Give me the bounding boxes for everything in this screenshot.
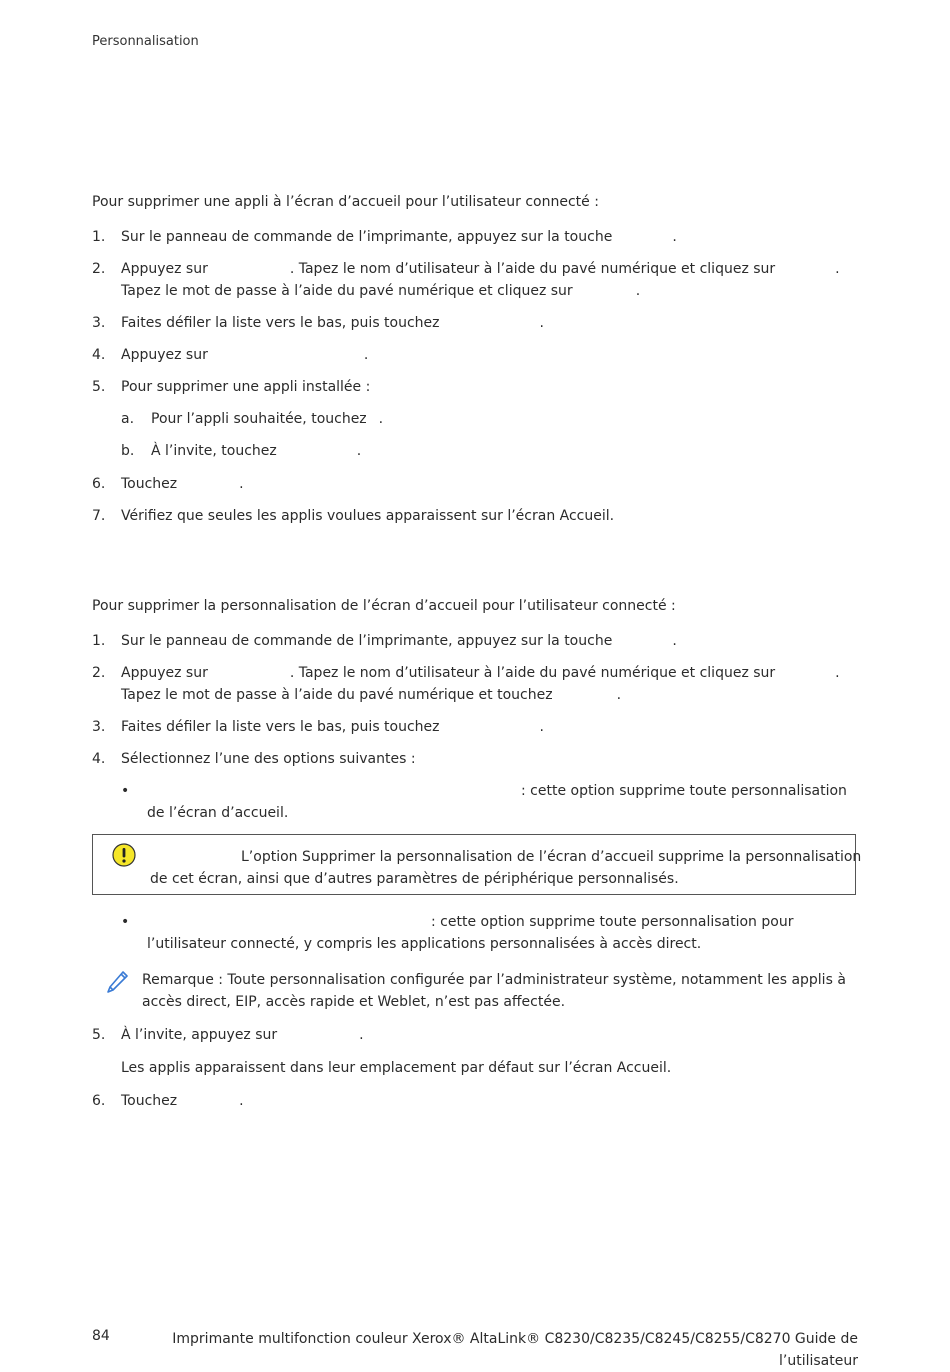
- s1-step5-num: 5.: [92, 379, 106, 395]
- note-line1: Remarque : Toute personnalisation configurée par l’administrateur système, notamment les applis à: [142, 972, 846, 988]
- s1-step3-num: 3.: [92, 315, 106, 331]
- s2-step3-text: Faites défiler la liste vers le bas, puis touchez .: [121, 719, 544, 735]
- section1-intro: Pour supprimer une appli à l’écran d’accueil pour l’utilisateur connecté :: [92, 194, 599, 210]
- s1-substep-b-letter: b.: [121, 443, 135, 459]
- s2-step2-num: 2.: [92, 665, 106, 681]
- footer-title: Imprimante multifonction couleur Xerox® AltaLink® C8230/C8235/C8245/C8255/C8270 Guide de l’utilisateur: [172, 1331, 858, 1369]
- s1-step1-text: Sur le panneau de commande de l’imprimante, appuyez sur la touche .: [121, 229, 677, 245]
- section2-intro: Pour supprimer la personnalisation de l’écran d’accueil pour l’utilisateur connecté :: [92, 598, 676, 614]
- s2-step1-text: Sur le panneau de commande de l’imprimante, appuyez sur la touche .: [121, 633, 677, 649]
- s1-substep-b-text: À l’invite, touchez .: [151, 443, 362, 459]
- caution-line2: de cet écran, ainsi que d’autres paramètres de périphérique personnalisés.: [150, 871, 679, 887]
- s2-bullet1-line1: : cette option supprime toute personnalisation: [521, 783, 847, 799]
- s2-step5-num: 5.: [92, 1027, 106, 1043]
- s1-step4-num: 4.: [92, 347, 106, 363]
- s1-step1-num: 1.: [92, 229, 106, 245]
- s1-substep-a-text: Pour l’appli souhaitée, touchez .: [151, 411, 384, 427]
- s2-step5-text: À l’invite, appuyez sur .: [121, 1027, 364, 1043]
- s2-step6-num: 6.: [92, 1093, 106, 1109]
- s1-step2-text: Appuyez sur . Tapez le nom d’utilisateur à l’aide du pavé numérique et cliquez sur .: [121, 261, 840, 277]
- s1-step2-text-line2: Tapez le mot de passe à l’aide du pavé numérique et cliquez sur .: [121, 283, 641, 299]
- s2-bullet1-symbol: •: [121, 783, 130, 799]
- pencil-note-icon: [104, 969, 130, 997]
- s2-step5-result: Les applis apparaissent dans leur emplacement par défaut sur l’écran Accueil.: [121, 1060, 672, 1076]
- s1-step2-num: 2.: [92, 261, 106, 277]
- s2-bullet2-symbol: •: [121, 914, 130, 930]
- s2-bullet1-line2: de l’écran d’accueil.: [147, 805, 289, 821]
- note-line2: accès direct, EIP, accès rapide et Weblet, n’est pas affectée.: [142, 994, 566, 1010]
- s2-step6-text: Touchez .: [121, 1093, 244, 1109]
- s1-step5-text: Pour supprimer une appli installée :: [121, 379, 371, 395]
- s2-step3-num: 3.: [92, 719, 106, 735]
- s2-step1-num: 1.: [92, 633, 106, 649]
- page-number: 84: [92, 1328, 110, 1344]
- s2-bullet2-line2: l’utilisateur connecté, y compris les applications personnalisées à accès direct.: [147, 936, 702, 952]
- s2-step2-text-line2: Tapez le mot de passe à l’aide du pavé numérique et touchez .: [121, 687, 622, 703]
- s1-step4-text: Appuyez sur .: [121, 347, 369, 363]
- s1-step7-text: Vérifiez que seules les applis voulues apparaissent sur l’écran Accueil.: [121, 508, 615, 524]
- caution-line1: L’option Supprimer la personnalisation de l’écran d’accueil supprime la personnalisation: [241, 849, 862, 865]
- s1-step7-num: 7.: [92, 508, 106, 524]
- s1-step3-text: Faites défiler la liste vers le bas, puis touchez .: [121, 315, 544, 331]
- running-header: Personnalisation: [92, 34, 199, 49]
- s2-step2-text: Appuyez sur . Tapez le nom d’utilisateur à l’aide du pavé numérique et cliquez sur .: [121, 665, 840, 681]
- s1-step6-text: Touchez .: [121, 476, 244, 492]
- s2-step4-text: Sélectionnez l’une des options suivantes :: [121, 751, 416, 767]
- s1-step6-num: 6.: [92, 476, 106, 492]
- s1-substep-a-letter: a.: [121, 411, 135, 427]
- s2-bullet2-line1: : cette option supprime toute personnalisation pour: [431, 914, 794, 930]
- caution-icon: [112, 843, 136, 867]
- s2-step4-num: 4.: [92, 751, 106, 767]
